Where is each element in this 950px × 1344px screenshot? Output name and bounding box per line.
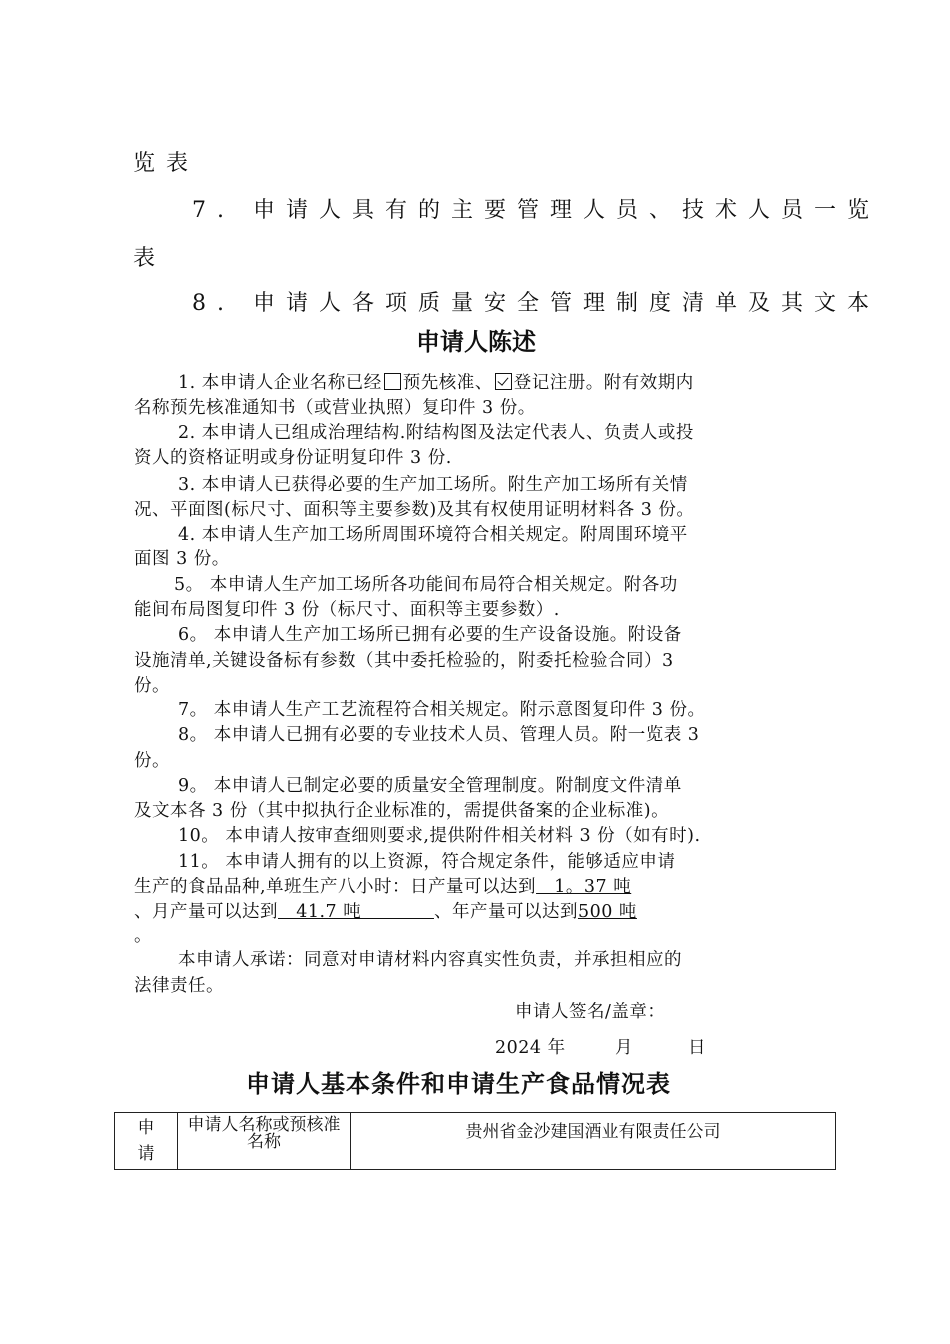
statement-p10: 10。 本申请人按审查细则要求,提供附件相关材料 3 份（如有时).	[178, 826, 701, 846]
statement-p7: 7。 本申请人生产工艺流程符合相关规定。附示意图复印件 3 份。	[178, 700, 706, 720]
daily-output-value: 1。37 吨	[536, 877, 632, 897]
date-month: 月	[615, 1038, 633, 1058]
statement-p11-line2	[134, 873, 631, 898]
statement-p9-line2: 及文本各 3 份（其中拟执行企业标准的，需提供备案的企业标准)。	[134, 801, 670, 821]
statement-p9-line1: 9。 本申请人已制定必要的质量安全管理制度。附制度文件清单	[178, 776, 682, 796]
statement-p1-line1	[178, 369, 694, 394]
attachment-item-8: 8. 申请人各项质量安全管理制度清单及其文本	[192, 291, 880, 316]
basic-table-title: 申请人基本条件和申请生产食品情况表	[246, 1069, 671, 1098]
continued-line: 览表	[133, 151, 200, 176]
statement-p4-line2: 面图 3 份。	[134, 549, 230, 569]
statement-p3-line1: 3. 本申请人已获得必要的生产加工场所。附生产加工场所有关情	[178, 475, 688, 495]
applicant-name-label: 申请人名称或预核准名称	[178, 1113, 351, 1170]
statement-p5-line2: 能间布局图复印件 3 份（标尺寸、面积等主要参数）.	[134, 600, 560, 620]
promise-line2: 法律责任。	[134, 976, 224, 996]
promise-line1: 本申请人承诺：同意对申请材料内容真实性负责，并承担相应的	[178, 950, 682, 970]
date-day: 日	[688, 1038, 706, 1058]
statement-p2-line2: 资人的资格证明或身份证明复印件 3 份.	[134, 448, 452, 468]
statement-p6-line1: 6。 本申请人生产加工场所已拥有必要的生产设备设施。附设备	[178, 625, 682, 645]
p11-monthly-label: 、月产量可以达到	[134, 902, 278, 922]
checkbox-registered-checked-icon	[495, 373, 512, 390]
applicant-column-label	[115, 1113, 178, 1170]
monthly-output-value: 41.7 吨	[278, 902, 434, 922]
statement-p2-line1: 2. 本申请人已组成治理结构.附结构图及法定代表人、负责人或投	[178, 423, 694, 443]
signature-label: 申请人签名/盖章：	[515, 1002, 666, 1022]
statement-p1-line2: 名称预先核准通知书（或营业执照）复印件 3 份。	[134, 398, 536, 418]
table-row	[115, 1113, 836, 1170]
p1-text-a: 1. 本申请人企业名称已经	[178, 373, 382, 393]
statement-p6-line2: 设施清单,关键设备标有参数（其中委托检验的，附委托检验合同）3	[134, 651, 674, 671]
statement-p8-line2: 份。	[134, 751, 170, 771]
statement-p6-line3: 份。	[134, 676, 170, 696]
p11-yearly-label: 、年产量可以达到	[433, 902, 578, 922]
statement-title: 申请人陈述	[416, 327, 536, 356]
statement-p5-line1: 5。 本申请人生产加工场所各功能间布局符合相关规定。附各功	[174, 575, 678, 595]
attachment-item-7: 7. 申请人具有的主要管理人员、技术人员一览	[192, 198, 880, 223]
basic-conditions-table	[114, 1112, 836, 1170]
statement-p11-line1: 11。 本申请人拥有的以上资源，符合规定条件，能够适应申请	[178, 852, 676, 872]
statement-p4-line1: 4. 本申请人生产加工场所周围环境符合相关规定。附周围环境平	[178, 525, 688, 545]
applicant-name-value: 贵州省金沙建国酒业有限责任公司	[351, 1113, 836, 1170]
statement-p11-line3	[134, 898, 637, 923]
attachment-item-7-cont: 表	[133, 246, 167, 271]
date-year: 2024 年	[495, 1038, 566, 1058]
checkbox-pre-approval-icon	[384, 373, 401, 390]
statement-p3-line2: 况、平面图(标尺寸、面积等主要参数)及其有权使用证明材料各 3 份。	[134, 500, 695, 520]
statement-p8-line1: 8。 本申请人已拥有必要的专业技术人员、管理人员。附一览表 3	[178, 725, 700, 745]
applicant-label-text: 申请	[137, 1118, 155, 1164]
p11-daily-label: 生产的食品品种,单班生产八小时：日产量可以达到	[134, 877, 537, 897]
statement-p11-end: 。	[134, 926, 152, 946]
p1-text-b: 预先核准、	[402, 373, 493, 393]
yearly-output-value: 500 吨	[577, 902, 637, 922]
p1-text-c: 登记注册。附有效期内	[513, 373, 694, 393]
